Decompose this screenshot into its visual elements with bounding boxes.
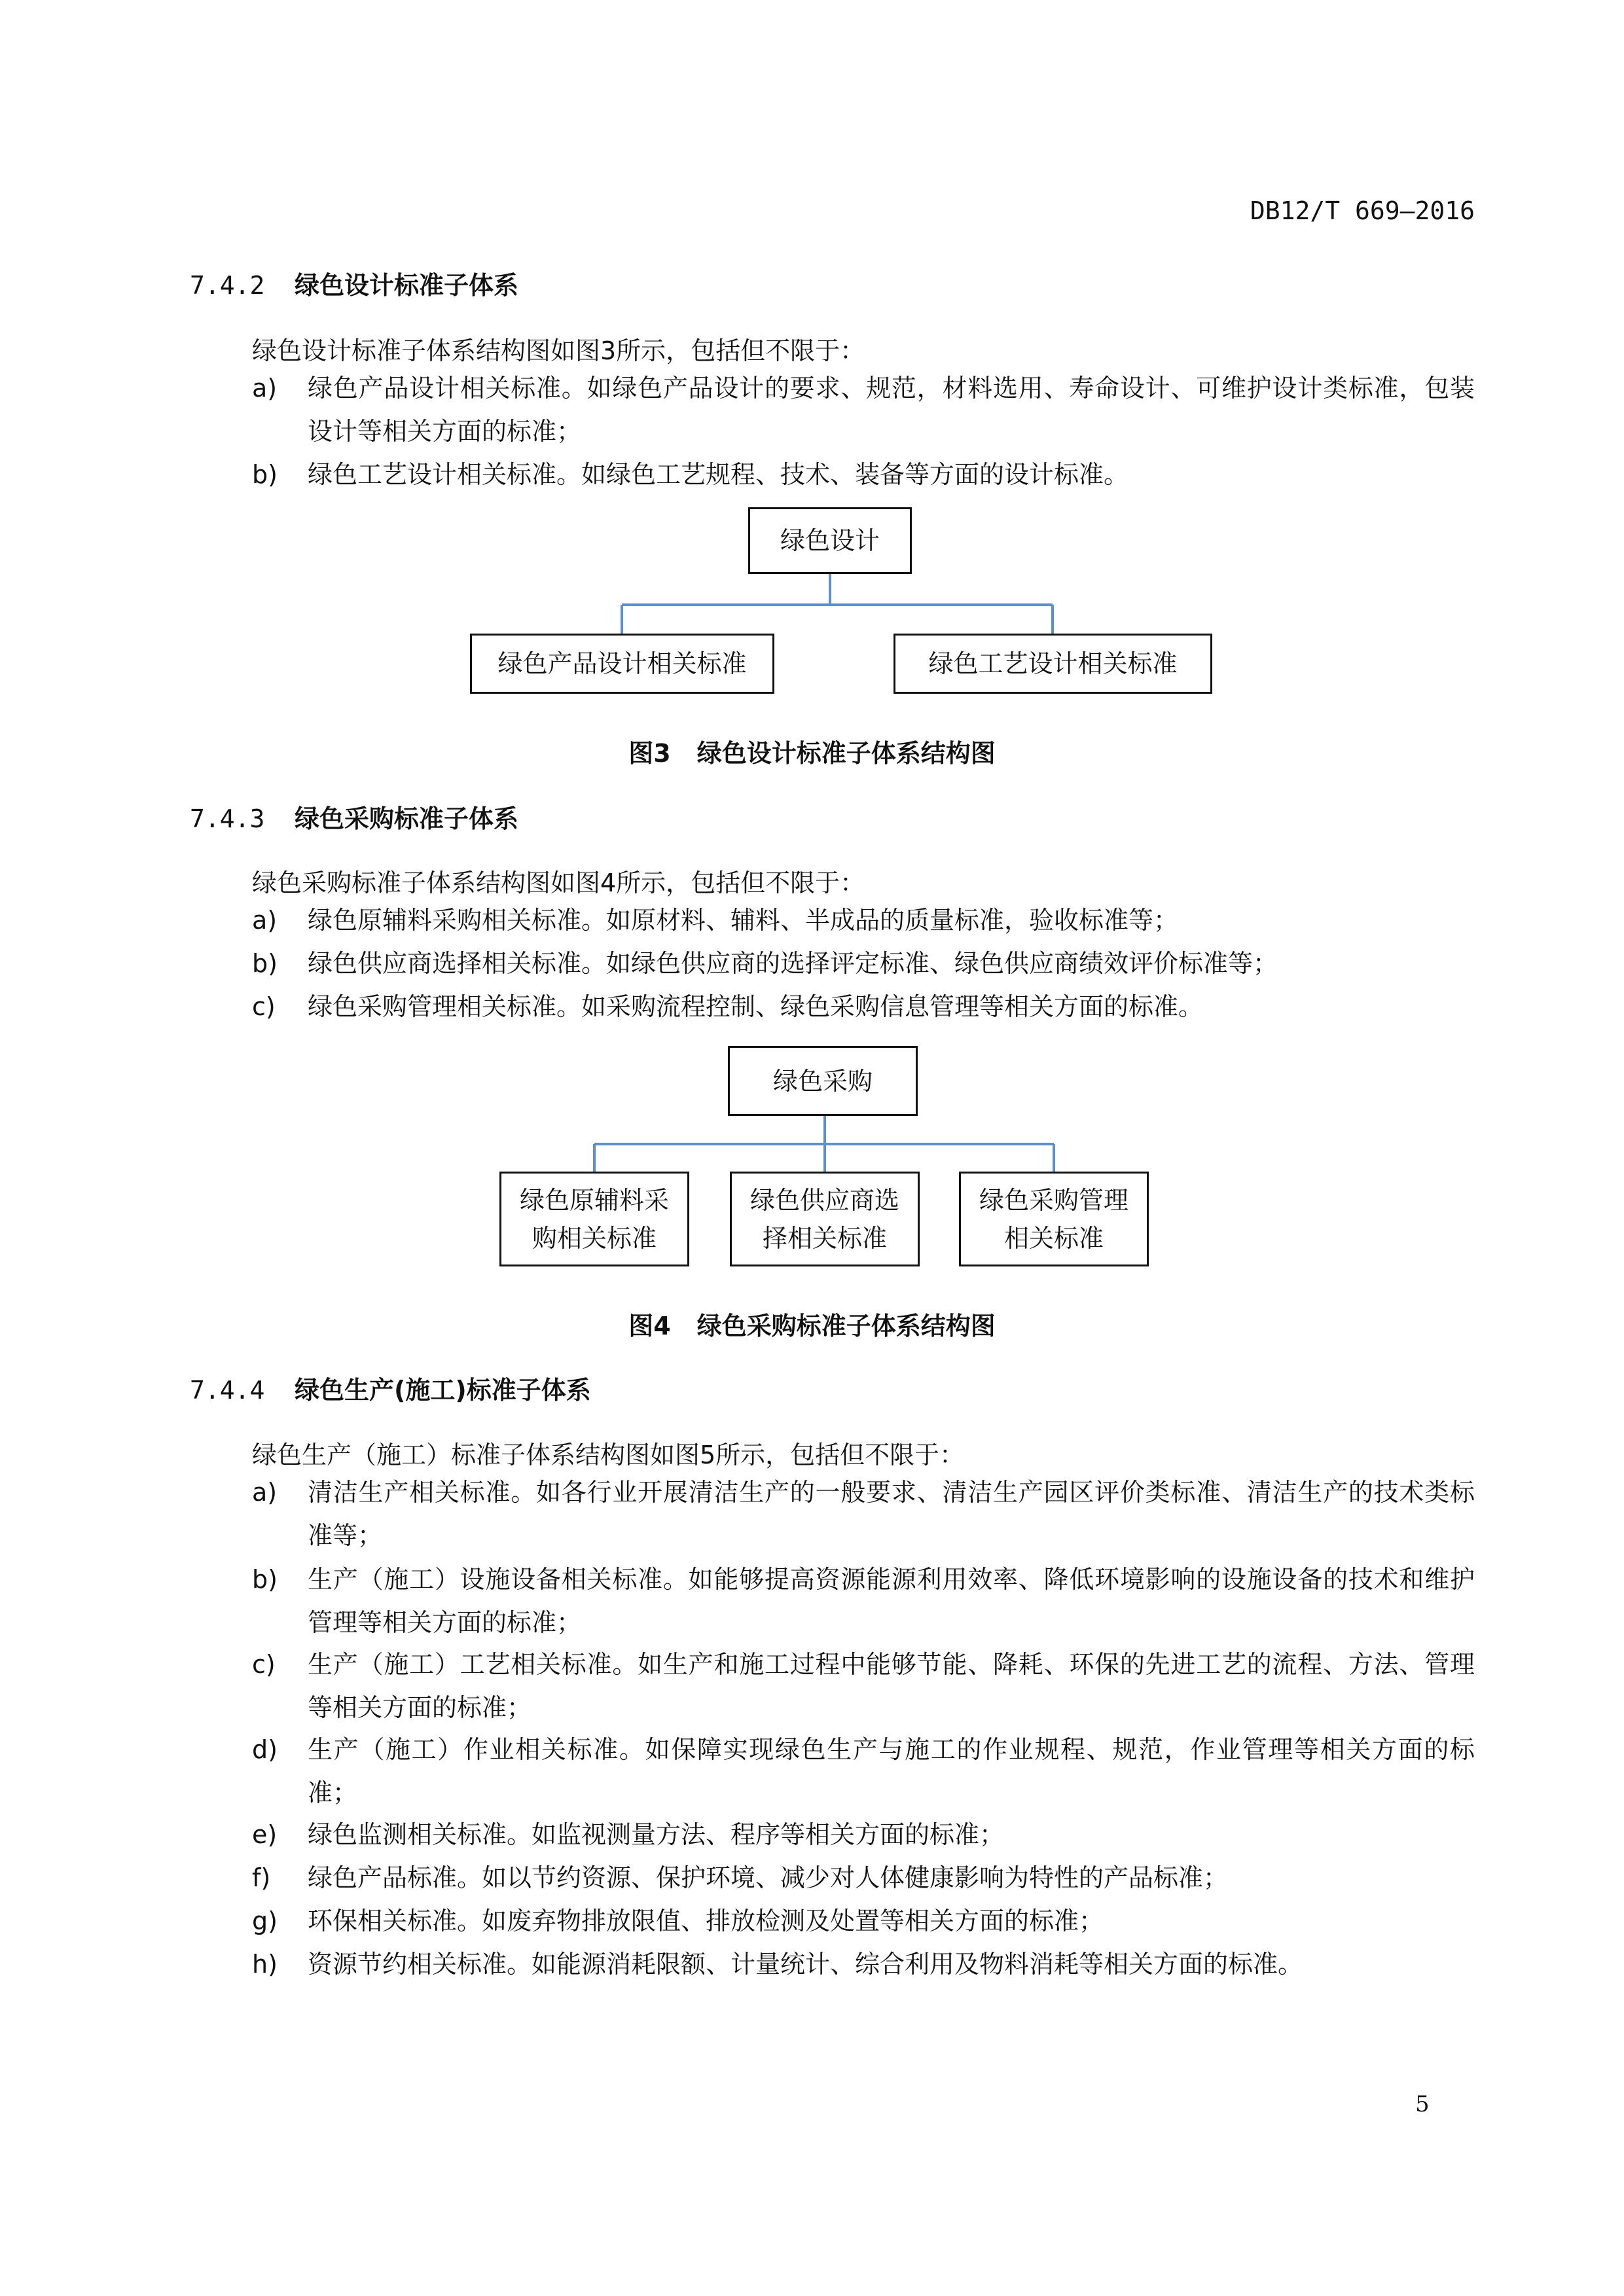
- list-marker: c): [252, 992, 276, 1021]
- node-label-line: 绿色原辅料采: [519, 1185, 669, 1215]
- list-item: [252, 1643, 1475, 1729]
- list-item-text: 生产（施工）作业相关标准。如保障实现绿色生产与施工的作业规程、规范，作业管理等相关方面的标准；: [308, 1735, 1475, 1807]
- list-item-text: 绿色产品设计相关标准。如绿色产品设计的要求、规范，材料选用、寿命设计、可维护设计类标准，包装设计等相关方面的标准；: [308, 374, 1475, 446]
- list-item-text: 清洁生产相关标准。如各行业开展清洁生产的一般要求、清洁生产园区评价类标准、清洁生产的技术类标准等；: [308, 1478, 1475, 1550]
- list-item-text: 绿色工艺设计相关标准。如绿色工艺规程、技术、装备等方面的设计标准。: [308, 460, 1129, 489]
- node-label-line: 绿色供应商选: [749, 1185, 899, 1215]
- fig4-child-node: [730, 1172, 920, 1266]
- list-item-text: 生产（施工）工艺相关标准。如生产和施工过程中能够节能、降耗、环保的先进工艺的流程、方法、管理等相关方面的标准；: [308, 1650, 1475, 1722]
- list-marker: h): [252, 1950, 278, 1979]
- figure-title: 绿色设计标准子体系结构图: [696, 739, 996, 768]
- section-title: 绿色采购标准子体系: [295, 804, 519, 833]
- node-label-line: 相关标准: [1003, 1223, 1104, 1253]
- list-marker: a): [252, 906, 278, 935]
- fig4-root-node: [728, 1046, 918, 1116]
- figure-caption: [0, 733, 1624, 769]
- list-marker: e): [252, 1820, 278, 1849]
- list-item: [252, 942, 1475, 985]
- fig3-child-node: [470, 634, 774, 694]
- page-number: 5: [1415, 2091, 1430, 2117]
- section-title: 绿色设计标准子体系: [295, 271, 519, 300]
- node-label: 绿色工艺设计相关标准: [928, 649, 1178, 678]
- section-intro: 绿色采购标准子体系结构图如图4所示，包括但不限于：: [252, 869, 865, 897]
- list-item-text: 绿色产品标准。如以节约资源、保护环境、减少对人体健康影响为特性的产品标准；: [308, 1863, 1229, 1892]
- list-item: [252, 899, 1475, 942]
- figure-number: 图3: [628, 739, 671, 768]
- list-marker: d): [252, 1735, 278, 1764]
- section-intro: 绿色生产（施工）标准子体系结构图如图5所示，包括但不限于：: [252, 1441, 965, 1469]
- fig3-root-node: [748, 507, 912, 574]
- list-marker: g): [252, 1907, 278, 1935]
- fig4-child-node: [959, 1172, 1149, 1266]
- list-item-text: 绿色供应商选择相关标准。如绿色供应商的选择评定标准、绿色供应商绩效评价标准等；: [308, 949, 1278, 978]
- list-marker: b): [252, 460, 278, 489]
- section-number: 7.4.2: [190, 271, 265, 300]
- list-item: [252, 985, 1475, 1028]
- list-item-text: 绿色采购管理相关标准。如采购流程控制、绿色采购信息管理等相关方面的标准。: [308, 992, 1204, 1021]
- list-item: [252, 1471, 1475, 1557]
- list-item: [252, 1856, 1475, 1899]
- list-item: [252, 1899, 1475, 1943]
- figure-number: 图4: [628, 1312, 671, 1340]
- list-marker: c): [252, 1650, 276, 1679]
- list-item-text: 绿色监测相关标准。如监视测量方法、程序等相关方面的标准；: [308, 1820, 1005, 1849]
- node-label-line: 绿色采购管理: [979, 1185, 1128, 1215]
- fig3-child-node: [893, 634, 1212, 694]
- document-id: DB12/T 669—2016: [1250, 196, 1475, 225]
- list-item: [252, 1558, 1475, 1644]
- node-label-line: 择相关标准: [762, 1223, 887, 1253]
- list-item: [252, 1813, 1475, 1856]
- node-label: 绿色产品设计相关标准: [497, 649, 747, 678]
- list-item: [252, 1943, 1475, 1986]
- section-intro: 绿色设计标准子体系结构图如图3所示，包括但不限于：: [252, 336, 865, 365]
- list-item: [252, 1728, 1475, 1814]
- figure-caption: [0, 1306, 1624, 1342]
- node-label: 绿色设计: [780, 526, 880, 555]
- list-item-text: 资源节约相关标准。如能源消耗限额、计量统计、综合利用及物料消耗等相关方面的标准。: [308, 1950, 1303, 1979]
- list-marker: a): [252, 1478, 278, 1507]
- list-item-text: 生产（施工）设施设备相关标准。如能够提高资源能源利用效率、降低环境影响的设施设备的技术和维护管理等相关方面的标准；: [308, 1565, 1475, 1637]
- node-label-line: 购相关标准: [532, 1223, 657, 1253]
- fig4-child-node: [499, 1172, 689, 1266]
- section-heading-7-4-3: [190, 798, 518, 834]
- list-marker: f): [252, 1863, 271, 1892]
- section-number: 7.4.3: [190, 804, 265, 833]
- section-title: 绿色生产(施工)标准子体系: [295, 1376, 591, 1405]
- section-number: 7.4.4: [190, 1376, 265, 1405]
- list-marker: b): [252, 949, 278, 978]
- list-marker: b): [252, 1565, 278, 1594]
- list-marker: a): [252, 374, 278, 403]
- list-item-text: 环保相关标准。如废弃物排放限值、排放检测及处置等相关方面的标准；: [308, 1907, 1104, 1935]
- node-label: 绿色采购: [772, 1066, 873, 1096]
- list-item-text: 绿色原辅料采购相关标准。如原材料、辅料、半成品的质量标准，验收标准等；: [308, 906, 1179, 935]
- section-heading-7-4-4: [190, 1370, 591, 1406]
- figure-title: 绿色采购标准子体系结构图: [696, 1312, 996, 1340]
